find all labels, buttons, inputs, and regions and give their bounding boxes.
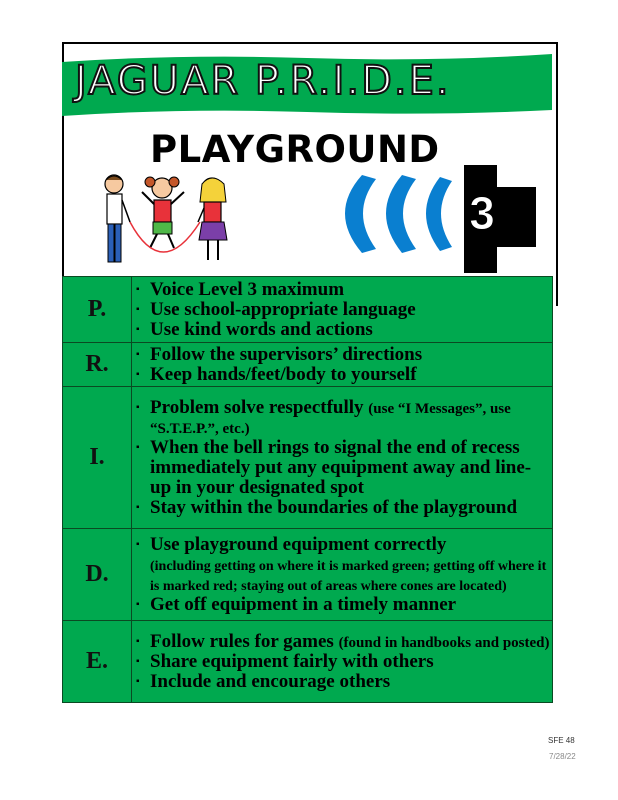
table-row-r (63, 343, 553, 387)
footer-code: SFE 48 (548, 736, 575, 745)
rule-item: ▪ Use kind words and actions (136, 318, 373, 340)
playground-title: PLAYGROUND (150, 128, 440, 171)
rule-note: (use “I Messages”, use “S.T.E.P.”, etc.) (150, 400, 511, 437)
letter-d: D. (63, 529, 132, 621)
rule-item: ▪ Use playground equipment correctly (including getting on where it is marked green; getting off where it is marked red; staying out of areas where cones are located) (136, 533, 547, 594)
table-row-i (63, 387, 553, 529)
letter-r: R. (63, 343, 132, 387)
rule-item: ▪ Include and encourage others (136, 670, 391, 692)
pride-rules-table (62, 276, 553, 703)
rule-item: ▪ Follow the supervisors’ directions (136, 343, 423, 365)
table-row-d (63, 529, 553, 621)
rule-item: ▪ When the bell rings to signal the end of recess immediately put any equipment away and line-up in your designated spot (136, 436, 532, 498)
rule-item: ▪ Voice Level 3 maximum (136, 278, 345, 300)
voice-level-number: 3 (469, 187, 495, 239)
letter-i: I. (63, 387, 132, 529)
table-row-p (63, 277, 553, 343)
voice-level-speaker-icon (332, 165, 537, 277)
rule-item: ▪ Share equipment fairly with others (136, 650, 434, 672)
footer-date: 7/28/22 (549, 752, 576, 761)
letter-p: P. (63, 277, 132, 343)
rule-item: ▪ Get off equipment in a timely manner (136, 593, 457, 615)
rule-item: ▪ Problem solve respectfully (use “I Messages”, use “S.T.E.P.”, etc.) (136, 396, 511, 437)
banner-title: JAGUAR P.R.I.D.E. (75, 58, 451, 104)
rule-note: (found in handbooks and posted) (338, 634, 550, 651)
rule-item: ▪ Follow rules for games (found in handbooks and posted) (136, 630, 550, 652)
rule-item: ▪ Keep hands/feet/body to yourself (136, 363, 417, 385)
table-row-e (63, 621, 553, 703)
letter-e: E. (63, 621, 132, 703)
rule-item: ▪ Stay within the boundaries of the playground (136, 496, 518, 518)
kids-jumping-rope-illustration (100, 172, 230, 272)
rule-item: ▪ Use school-appropriate language (136, 298, 416, 320)
rule-note: (including getting on where it is marked green; getting off where it is marked red; staying out of areas where cones are located) (150, 558, 547, 594)
